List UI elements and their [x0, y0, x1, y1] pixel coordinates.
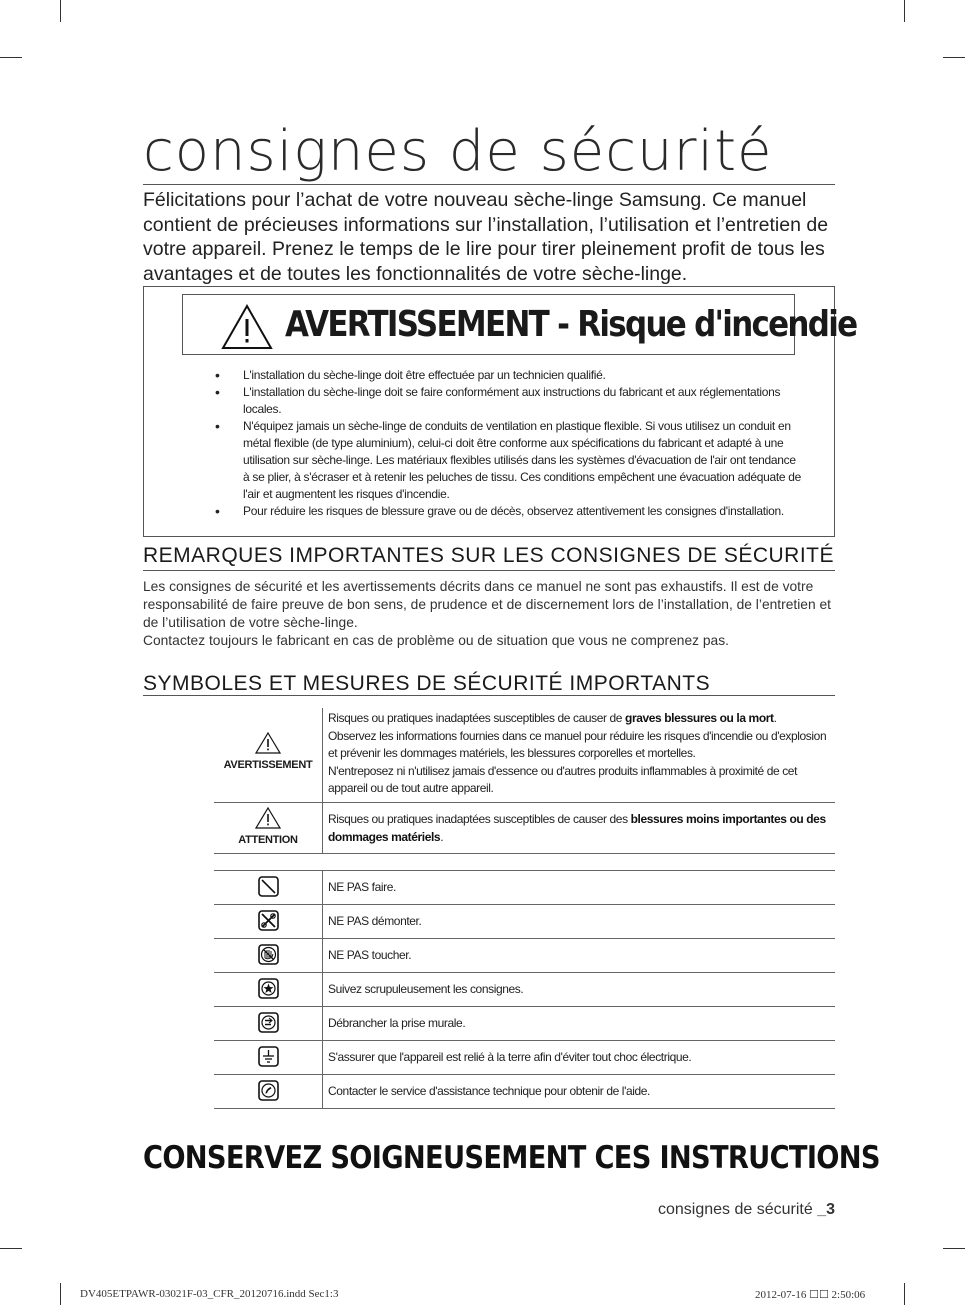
crop-mark — [943, 1248, 965, 1249]
table-row — [214, 708, 835, 803]
symbol-description: NE PAS toucher. — [328, 948, 412, 962]
remarks-heading: REMARQUES IMPORTANTES SUR LES CONSIGNES DE SÉCURITÉ — [143, 544, 834, 567]
symbols-heading: SYMBOLES ET MESURES DE SÉCURITÉ IMPORTANTS — [143, 672, 711, 695]
warning-item: • N'équipez jamais un sèche-linge de conduits de ventilation en plastique flexible. Si vous utilisez un conduit en métal flexible (de type aluminium), celui-ci doit être conforme aux spécifications du fabricant et adapté à une utilisation sur sèche-linge. Les matériaux flexibles utilisés dans les systèmes d'évacuation de l'air ont tendance à se plier, à s'écraser et à retenir les peluches de tissu. Ces conditions empêchent une évacuation adéquate de l'air et augmentent les risques d'incendie. — [215, 418, 805, 503]
follow-instructions-icon — [258, 978, 279, 999]
warning-triangle-icon — [255, 732, 281, 754]
page-title: consignes de sécurité — [143, 119, 773, 184]
ground-icon — [258, 1046, 279, 1067]
crop-mark — [60, 0, 61, 22]
table-row — [214, 803, 835, 854]
prohibited-icon — [258, 876, 279, 897]
title-rule — [143, 184, 835, 185]
crop-mark — [0, 57, 22, 58]
intro-paragraph: Félicitations pour l’achat de votre nouveau sèche-linge Samsung. Ce manuel contient de précieuses informations sur l’installation, l’utilisation et l’entretien de votre appareil. Prenez le temps de le lire pour tirer pleinement profit de tous les avantages et de toutes les fonctionnalités de votre sèche-linge. — [143, 189, 829, 285]
warning-list — [215, 367, 805, 520]
symbol-description: S'assurer que l'appareil est relié à la terre afin d'éviter tout choc électrique. — [328, 1050, 692, 1064]
crop-mark — [60, 1283, 61, 1305]
warning-triangle-icon — [221, 304, 273, 350]
text-span: . — [440, 829, 444, 844]
symbol-description: Suivez scrupuleusement les consignes. — [328, 982, 524, 996]
table-row — [214, 871, 835, 905]
table-row — [214, 905, 835, 939]
row-rule — [214, 1108, 835, 1109]
table-row — [214, 973, 835, 1007]
avertissement-line: N'entreposez ni n'utilisez jamais d'essence ou d'autres produits inflammables à proximité de cet appareil ou de tout autre appareil. — [328, 763, 798, 795]
print-slug-file: DV405ETPAWR-03021F-03_CFR_20120716.indd Sec1:3 — [80, 1288, 339, 1300]
bold-text: blessures moins importantes ou des dommages matériels — [328, 812, 826, 844]
row-rule — [214, 853, 835, 854]
warning-item: • L'installation du sèche-linge doit être effectuée par un technicien qualifié. — [215, 367, 805, 384]
remarks-rule — [143, 570, 835, 571]
crop-mark — [943, 57, 965, 58]
phone-icon — [258, 1080, 279, 1101]
caution-triangle-icon — [255, 807, 281, 829]
remarks-text — [143, 578, 843, 650]
attention-description — [328, 811, 833, 846]
attention-symbol — [214, 807, 322, 846]
table-row — [214, 1041, 835, 1075]
bold-text: graves blessures ou la mort — [625, 711, 774, 725]
text-span: Risques ou pratiques inadaptées susceptibles de causer de — [328, 711, 626, 725]
crop-mark — [904, 1283, 905, 1305]
unplug-icon — [258, 1012, 279, 1033]
page-section-label: consignes de sécurité — [657, 1201, 813, 1218]
symbol-description: Débrancher la prise murale. — [328, 1016, 466, 1030]
symbol-description: NE PAS faire. — [328, 880, 396, 894]
crop-mark — [904, 0, 905, 22]
page-footer — [658, 1201, 835, 1219]
keep-instructions-heading: CONSERVEZ SOIGNEUSEMENT CES INSTRUCTIONS — [143, 1140, 880, 1176]
avertissement-line — [328, 710, 833, 728]
table-row — [214, 1075, 835, 1109]
remarks-paragraph: Contactez toujours le fabricant en cas de problème ou de situation que vous ne comprenez pas. — [143, 633, 729, 648]
warning-item: • Pour réduire les risques de blessure grave ou de décès, observez attentivement les consignes d'installation. — [215, 503, 805, 520]
crop-mark — [0, 1248, 22, 1249]
avertissement-description — [328, 710, 833, 798]
warning-title: AVERTISSEMENT - Risque d'incendie — [285, 304, 857, 345]
page-number: _3 — [817, 1201, 835, 1218]
symbol-description: Contacter le service d'assistance technique pour obtenir de l'aide. — [328, 1084, 650, 1098]
warning-item: • L'installation du sèche-linge doit se faire conformément aux instructions du fabricant et aux réglementations locales. — [215, 384, 805, 418]
text-span: Risques ou pratiques inadaptées susceptibles de causer des — [328, 812, 631, 826]
text-span: . — [773, 711, 777, 725]
attention-label: ATTENTION — [238, 834, 298, 846]
print-slug-date: 2012-07-16 ☐☐ 2:50:06 — [755, 1289, 866, 1301]
avertissement-line: Observez les informations fournies dans ce manuel pour réduire les risques d'incendie ou d'explosion et prévenir les dommages matériels, les blessures corporelles et mortelles. — [328, 728, 827, 760]
no-touch-icon — [258, 944, 279, 965]
avertissement-symbol — [214, 732, 322, 771]
table-row — [214, 939, 835, 973]
no-disassembly-icon — [258, 910, 279, 931]
remarks-paragraph: Les consignes de sécurité et les avertissements décrits dans ce manuel ne sont pas exhaustifs. Il est de votre responsabilité de faire preuve de bon sens, de prudence et de discernement lors de l’installation, de l’entretien et de l’utilisation de votre sèche-linge. — [143, 579, 831, 630]
table-row — [214, 1007, 835, 1041]
symbols-rule — [143, 695, 835, 696]
avertissement-label: AVERTISSEMENT — [223, 759, 313, 771]
symbol-description: NE PAS démonter. — [328, 914, 422, 928]
